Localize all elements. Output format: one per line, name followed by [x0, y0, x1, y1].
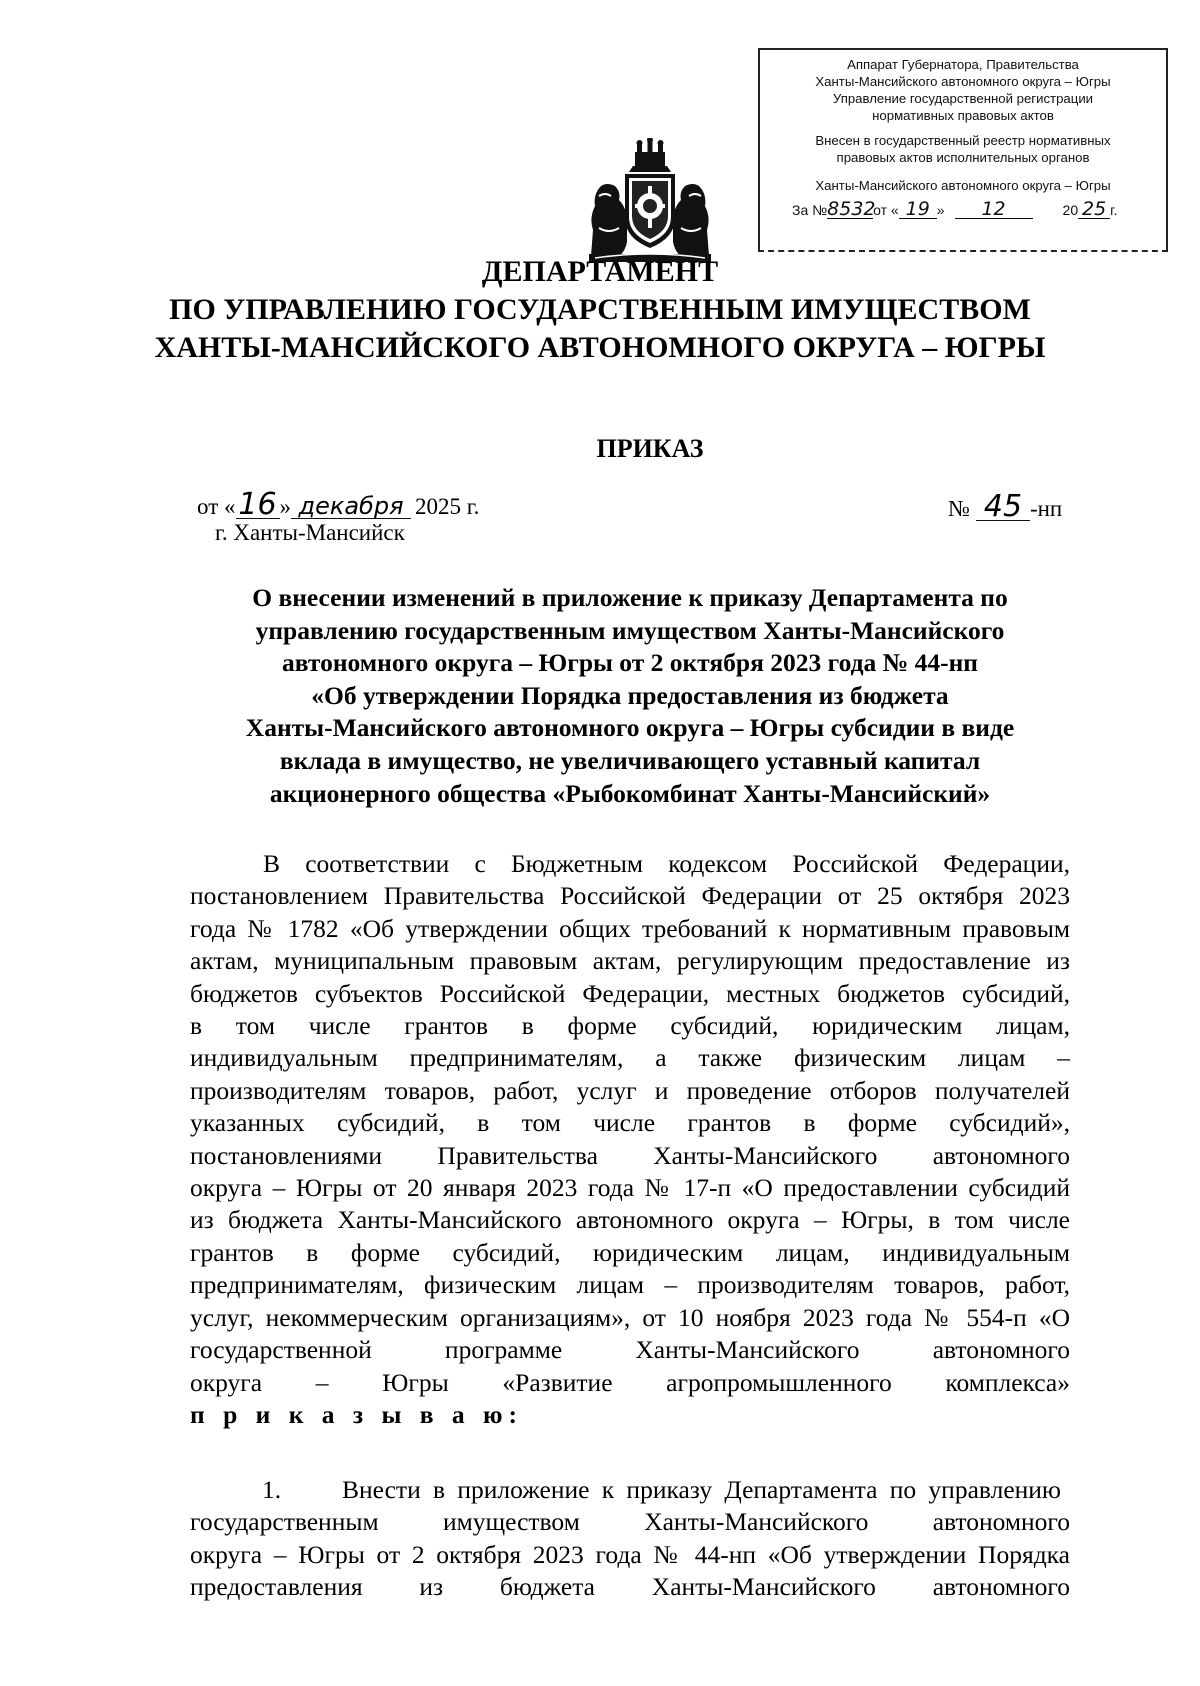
stamp-reg-prefix: За № [792, 202, 828, 218]
subject-line: О внесении изменений в приложение к приказу Департамента по [252, 583, 1008, 612]
body-line [190, 1474, 1070, 1506]
stamp-reg-month: 12 [955, 200, 1033, 219]
subject-line: акционерного общества «Рыбокомбинат Ханты-Мансийский» [269, 778, 991, 808]
stamp-line: Управление государственной регистрации [832, 91, 1094, 106]
body-line: грантов в форме субсидий, юридическим лицам, индивидуальным [190, 1237, 1070, 1267]
stamp-reg-number: 8532 [827, 198, 876, 220]
item-1-paragraph [190, 1474, 1070, 1604]
registration-stamp [758, 48, 1168, 252]
body-line: округа – Югры от 20 января 2023 года № 17-п «О предоставлении субсидий [190, 1173, 1070, 1203]
date-month: декабря [291, 494, 411, 519]
body-line: предоставления из бюджета Ханты-Мансийского автономного [190, 1572, 1070, 1602]
department-title: ХАНТЫ-МАНСИЙСКОГО АВТОНОМНОГО ОКРУГА – ЮГРЫ [154, 331, 1046, 364]
body-line: бюджетов субъектов Российской Федерации, местных бюджетов субсидий, [190, 978, 1070, 1008]
body-line: округа – Югры от 2 октября 2023 года № 44-нп «Об утверждении Порядка [190, 1539, 1070, 1569]
city: г. Ханты-Мансийск [215, 520, 405, 545]
date-prefix: от « [197, 494, 236, 519]
number-prefix: № [948, 496, 970, 521]
preamble-paragraph [190, 848, 1070, 1431]
stamp-authority [760, 56, 1166, 124]
stamp-registration-number [760, 200, 1166, 219]
department-title: ПО УПРАВЛЕНИЮ ГОСУДАРСТВЕННЫМ ИМУЩЕСТВОМ [169, 293, 1031, 326]
body-line: услуг, некоммерческим организациям», от 10 ноября 2023 года № 554-п «О [190, 1302, 1070, 1332]
body-line: предпринимателям, физическим лицам – производителям товаров, работ, [190, 1270, 1070, 1300]
body-line: в том числе грантов в форме субсидий, юридическим лицам, [190, 1011, 1070, 1041]
document-type: ПРИКАЗ [596, 434, 704, 463]
stamp-reg-from: от « [873, 202, 899, 218]
order-subject [190, 582, 1070, 810]
body-line: постановлением Правительства Российской Федерации от 25 октября 2023 [190, 881, 1070, 911]
order-date [197, 487, 480, 522]
item-text: Внести в приложение к приказу Департамента по управлению [342, 1475, 1061, 1504]
department-title: ДЕПАРТАМЕНТ [481, 255, 719, 288]
stamp-line: Ханты-Мансийского автономного округа – Югры [815, 74, 1111, 89]
stamp-reg-day: 19 [899, 200, 937, 219]
body-line: производителям товаров, работ, услуг и проведение отборов получателей [190, 1075, 1070, 1105]
stamp-line: нормативных правовых актов [872, 108, 1054, 123]
subject-line: управлению государственным имуществом Ханты-Мансийского [255, 615, 1005, 645]
date-day: 16 [236, 492, 280, 519]
subject-line: Ханты-Мансийского автономного округа – Югры субсидии в виде [245, 713, 1015, 743]
stamp-reg-quote: » [936, 202, 945, 218]
body-line: актам, муниципальным правовым актам, регулирующим предоставление из [190, 946, 1070, 976]
body-line: из бюджета Ханты-Мансийского автономного округа – Югры, в том числе [190, 1205, 1070, 1235]
stamp-region [760, 177, 1166, 194]
item-number: 1. [262, 1475, 282, 1504]
date-mid: » [279, 494, 291, 519]
coat-of-arms-icon [585, 138, 715, 266]
stamp-line: правовых актов исполнительных органов [836, 150, 1090, 165]
number-value: 45 [976, 494, 1030, 521]
body-line: указанных субсидий, в том числе грантов в форме субсидий», [190, 1108, 1070, 1138]
body-line: постановлениями Правительства Ханты-Мансийского автономного [190, 1140, 1070, 1170]
stamp-reg-year-prefix: 20 [1062, 202, 1079, 218]
subject-line: «Об утверждении Порядка предоставления из бюджета [311, 680, 949, 710]
body-line: государственным имуществом Ханты-Мансийского автономного [190, 1507, 1070, 1537]
stamp-reg-year: 25 [1078, 200, 1110, 219]
date-year: 2025 г. [415, 494, 480, 519]
stamp-reg-suffix: г. [1110, 202, 1118, 218]
stamp-registry [760, 132, 1166, 166]
order-number [948, 489, 1063, 524]
subject-line: вклада в имущество, не увеличивающего уставный капитал [279, 745, 981, 775]
body-line: индивидуальным предпринимателям, а также физическим лицам – [190, 1043, 1070, 1073]
stamp-line: Ханты-Мансийского автономного округа – Югры [815, 178, 1111, 193]
body-line: В соответствии с Бюджетным кодексом Российской Федерации, [263, 849, 1070, 878]
stamp-line: Аппарат Губернатора, Правительства [847, 57, 1079, 72]
number-suffix: -нп [1029, 496, 1063, 521]
body-line: государственной программе Ханты-Мансийского автономного [190, 1335, 1070, 1365]
subject-line: автономного округа – Югры от 2 октября 2023 года № 44-нп [282, 648, 978, 678]
stamp-line: Внесен в государственный реестр нормативных [815, 133, 1111, 148]
decree-word: п р и к а з ы в а ю: [190, 1399, 524, 1429]
body-line: года № 1782 «Об утверждении общих требований к нормативным правовым [190, 913, 1070, 943]
body-line: округа – Югры «Развитие агропромышленного комплекса» [190, 1367, 1070, 1397]
